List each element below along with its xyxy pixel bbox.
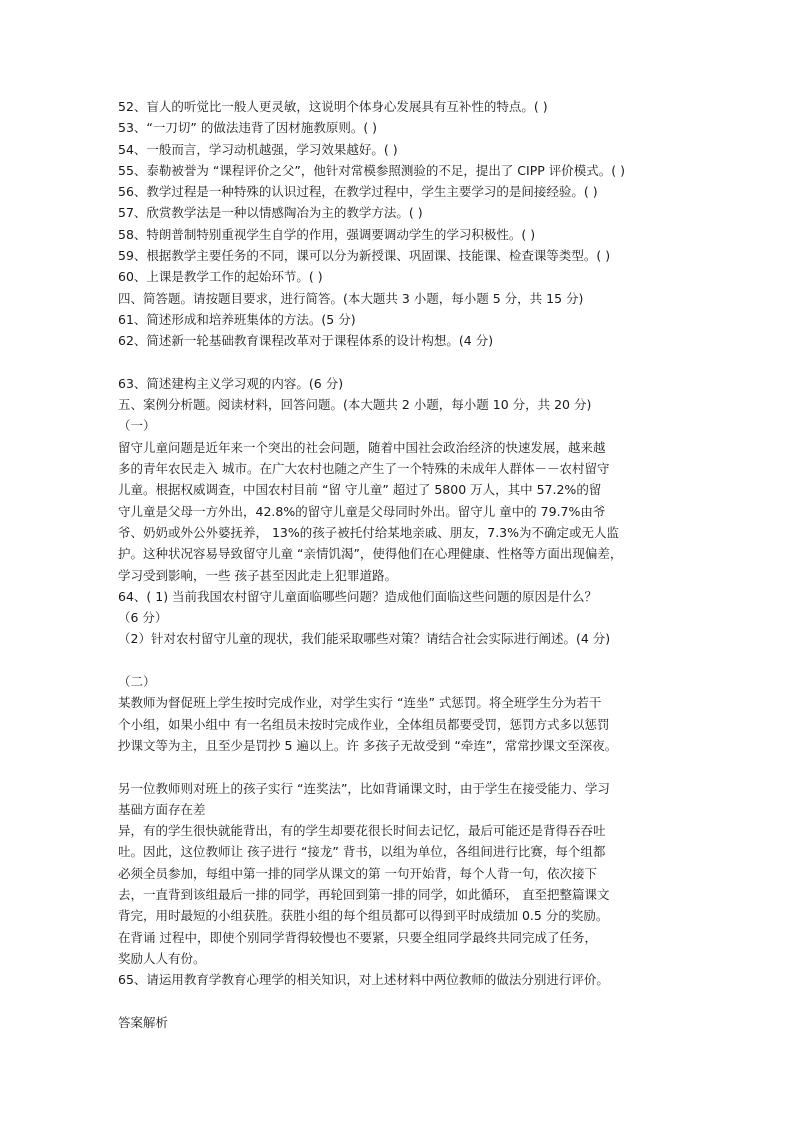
section4-heading: 四、简答题。请按题目要求，进行简答。(本大题共 3 小题，每小题 5 分，共 15 分) (118, 290, 584, 306)
case2b-text-line: 在背诵 过程中，即使个别同学背得较慢也不要紧，只要全组同学最终共同完成了任务， (118, 929, 597, 945)
question-63: 63、简述建构主义学习观的内容。(6 分) (118, 375, 344, 391)
question-61: 61、简述形成和培养班集体的方法。(5 分) (118, 311, 356, 327)
question-58: 58、特朗普制特别重视学生自学的作用，强调要调动学生的学习积极性。( ) (118, 226, 536, 242)
case2b-text-line: 异，有的学生很快就能背出，有的学生却要花很长时间去记忆，最后可能还是背得吞吞吐 (118, 823, 606, 839)
document-body (118, 96, 690, 1033)
case2-text-line: 抄课文等为主，且至少是罚抄 5 遍以上。许 多孩子无故受到 “牵连”，常常抄课文至深夜。 (118, 737, 618, 753)
section5-heading: 五、案例分析题。阅读材料，回答问题。(本大题共 2 小题，每小题 10 分，共 20 分) (118, 397, 592, 413)
question-56: 56、教学过程是一种特殊的认识过程，在教学过程中，学生主要学习的是间接经验。( ) (118, 184, 598, 200)
spacer (118, 352, 690, 373)
case2b-text-line: 另一位教师则对班上的孩子实行 “连奖法”，比如背诵课文时，由于学生在接受能力、学习 (118, 780, 610, 796)
question-64-part1: 64、( 1) 当前我国农村留守儿童面临哪些问题？造成他们面临这些问题的原因是什么？ (118, 588, 598, 604)
case1-text-line: 留守儿童问题是近年来一个突出的社会问题，随着中国社会政治经济的快速发展，越来越 (118, 439, 606, 455)
case1-text-line: 爷、奶奶或外公外婆抚养， 13%的孩子被托付给某地亲戚、朋友，7.3%为不确定或无人监 (118, 524, 620, 540)
question-54: 54、一般而言，学习动机越强，学习效果越好。( ) (118, 141, 398, 157)
question-64-part2: （2）针对农村留守儿童的现状，我们能采取哪些对策？请结合社会实际进行阐述。(4 分) (118, 631, 611, 647)
question-52: 52、盲人的听觉比一般人更灵敏，这说明个体身心发展具有互补性的特点。( ) (118, 99, 548, 114)
spacer (118, 650, 690, 671)
question-62: 62、简述新一轮基础教育课程改革对于课程体系的设计构想。(4 分) (118, 333, 494, 349)
case2-text-line: 个小组，如果小组中 有一名组员未按时完成作业，全体组员都要受罚，惩罚方式多以惩罚 (118, 716, 610, 732)
question-64-points: （6 分） (118, 610, 168, 626)
case2-text-line: 某教师为督促班上学生按时完成作业，对学生实行 “连坐” 式惩罚。将全班学生分为若干 (118, 695, 602, 711)
question-57: 57、欣赏教学法是一种以情感陶冶为主的教学方法。( ) (118, 205, 423, 221)
case2b-text-line: 奖励人人有份。 (118, 950, 206, 966)
case2b-text-line: 背完，用时最短的小组获胜。获胜小组的每个组员都可以得到平时成绩加 0.5 分的奖励。 (118, 908, 609, 924)
question-55: 55、泰勒被誉为 “课程评价之父”，他针对常模参照测验的不足，提出了 CIPP 评价模式。( ) (118, 162, 625, 178)
case1-text-line: 护。这种状况容易导致留守儿童 “亲情饥渴”，使得他们在心理健康、性格等方面出现偏差， (118, 546, 623, 562)
spacer (118, 756, 690, 777)
case1-text-line: 守儿童是父母一方外出，42.8%的留守儿童是父母同时外出。留守儿 童中的 79.7%由爷 (118, 503, 606, 519)
answer-heading: 答案解析 (118, 1014, 169, 1030)
question-59: 59、根据教学主要任务的不同，课可以分为新授课、巩固课、技能课、检查课等类型。( ) (118, 248, 611, 264)
question-60: 60、上课是教学工作的起始环节。( ) (118, 269, 323, 285)
question-53: 53、“一刀切” 的做法违背了因材施教原则。( ) (118, 120, 378, 136)
case2-label: （二） (118, 674, 156, 690)
spacer (118, 990, 690, 1011)
case1-text-line: 多的青年农民走入 城市。在广大农村也随之产生了一个特殊的未成年人群体－－农村留守 (118, 461, 610, 477)
case2b-text-line: 基础方面存在差 (118, 801, 206, 817)
case2b-text-line: 吐。因此，这位教师让 孩子进行 “接龙” 背书，以组为单位，各组间进行比赛，每个组都 (118, 844, 606, 860)
case1-label: （一） (118, 418, 156, 434)
case1-text-line: 学习受到影响，一些 孩子甚至因此走上犯罪道路。 (118, 567, 397, 583)
case2b-text-line: 必须全员参加，每组中第一排的同学从课文的第 一句开始背，每个人背一句，依次接下 (118, 865, 597, 881)
case1-text-line: 儿童。根据权威调查，中国农村目前 “留 守儿童” 超过了 5800 万人，其中 57.2%的留 (118, 482, 602, 498)
question-65: 65、请运用教育学教育心理学的相关知识，对上述材料中两位教师的做法分别进行评价。 (118, 972, 609, 988)
case2b-text-line: 去，一直背到该组最后一排的同学，再轮回到第一排的同学，如此循环， 直至把整篇课文 (118, 886, 610, 902)
